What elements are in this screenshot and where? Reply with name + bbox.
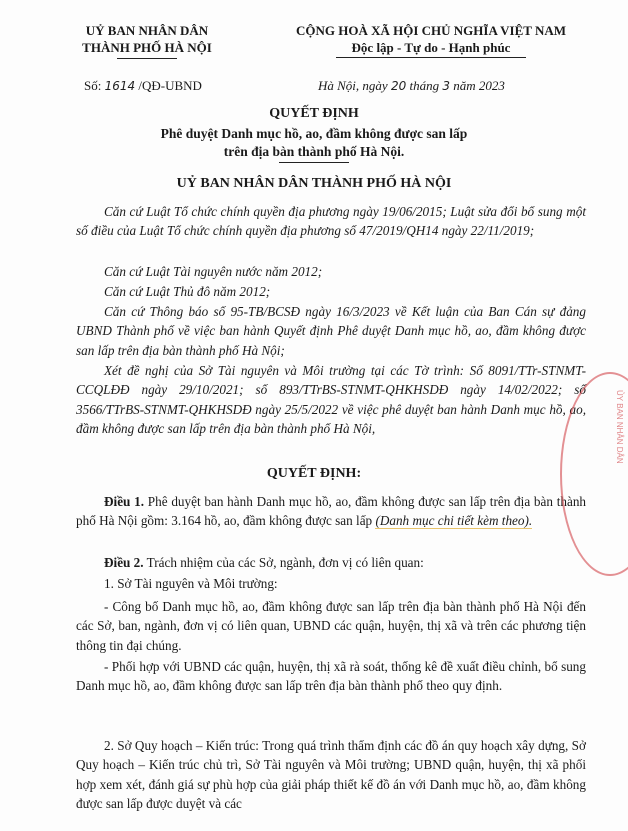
national-motto [256,22,606,58]
legal-basis-2: Căn cứ Luật Tài nguyên nước năm 2012; [104,264,323,279]
legal-basis-3: Căn cứ Luật Thủ đô năm 2012; [104,284,271,299]
date-year: năm 2023 [453,78,505,93]
number-handwritten: 1614 [104,79,136,93]
article-1-appendix-note: (Danh mục chi tiết kèm theo). [375,513,533,529]
article-1-text: Phê duyệt ban hành Danh mục hồ, ao, đầm không được san lấp trên địa bàn thành phố Hà Nội gồm: 3.164 hồ, ao, đầm không được san lấp [76,494,587,529]
document-number [84,78,202,94]
number-suffix: /QĐ-UBND [138,78,202,93]
official-seal-text: ỦY BAN NHÂN DÂN [615,390,624,464]
decide-heading: QUYẾT ĐỊNH: [266,466,362,481]
item-1-heading: 1. Sở Tài nguyên và Môi trường: [104,576,278,591]
document-date [318,78,505,94]
item-2: 2. Sở Quy hoạch – Kiến trúc: Trong quá trình thẩm định các đồ án quy hoạch xây dựng, Sở Quy hoạch – Kiến trúc chủ trì, Sở Tài nguyên và Môi trường; UBND quận, huyện, thị xã phối hợp xem xét, đánh giá sự phù hợp của giải pháp thiết kế đồ án với Danh mục hồ, ao, đầm không được san lấp được duyệt và các [76,738,586,812]
title-sub-1: Phê duyệt Danh mục hồ, ao, đầm không được san lấp [160,126,468,141]
motto-underline [336,57,526,58]
legal-basis-5: Xét đề nghị của Sở Tài nguyên và Môi trường tại các Tờ trình: Số 8091/TTr-STNMT-CCQLĐĐ ngày 29/10/2021; số 893/TTrBS-STNMT-QHKHSDĐ ngày 14/02/2022; số 3566/TTrBS-STNMT-QHKHSDĐ ngày 25/5/2022 về việc phê duyệt ban hành Danh mục hồ, ao, đầm không được san lấp trên địa bàn thành phố Hà Nội, [76,363,586,437]
item-1-task-a: - Công bố Danh mục hồ, ao, đầm không được san lấp trên địa bàn thành phố Hà Nội đến các Sở, ban, ngành, đơn vị có liên quan, UBND các quận, huyện, thị xã và trên các phương tiện thông tin đại chúng. [76,599,586,653]
article-2 [76,553,586,572]
org-line-2: THÀNH PHỐ HÀ NỘI [82,40,212,55]
org-underline [117,58,177,59]
title-sub-2: trên địa bàn thành phố Hà Nội. [223,144,405,159]
number-prefix: Số: [84,78,102,93]
item-1-task-b: - Phối hợp với UBND các quận, huyện, thị xã rà soát, thống kê đề xuất điều chỉnh, bổ sung Danh mục hồ, ao, đầm không được san lấp trên địa bàn thành phố theo quy định. [76,659,586,694]
title-main: QUYẾT ĐỊNH [269,106,359,121]
article-1-label: Điều 1. [104,494,145,509]
authority-heading: UỶ BAN NHÂN DÂN THÀNH PHỐ HÀ NỘI [176,176,452,191]
nation-line-2: Độc lập - Tự do - Hạnh phúc [351,40,511,55]
article-2-text: Trách nhiệm của các Sở, ngành, đơn vị có liên quan: [146,555,424,570]
date-month: 3 [442,79,450,93]
date-day: 20 [390,79,407,93]
article-2-label: Điều 2. [104,555,144,570]
org-line-1: UỶ BAN NHÂN DÂN [85,23,209,38]
article-1 [76,492,586,531]
issuing-authority [62,22,232,59]
date-prefix: Hà Nội, ngày [318,78,388,93]
nation-line-1: CỘNG HOÀ XÃ HỘI CHỦ NGHĨA VIỆT NAM [295,23,567,38]
legal-basis-1: Căn cứ Luật Tổ chức chính quyền địa phương ngày 19/06/2015; Luật sửa đổi bổ sung một số điều của Luật Tổ chức chính quyền địa phương số 47/2019/QH14 ngày 22/11/2019; [76,204,586,239]
legal-basis-4: Căn cứ Thông báo số 95-TB/BCSĐ ngày 16/3/2023 về Kết luận của Ban Cán sự đảng UBND Thành phố về việc ban hành Quyết định Phê duyệt Danh mục hồ, ao, đầm không được san lấp trên địa bàn thành phố Hà Nội; [76,304,586,358]
date-month-label: tháng [409,78,440,93]
title-underline [279,162,349,163]
